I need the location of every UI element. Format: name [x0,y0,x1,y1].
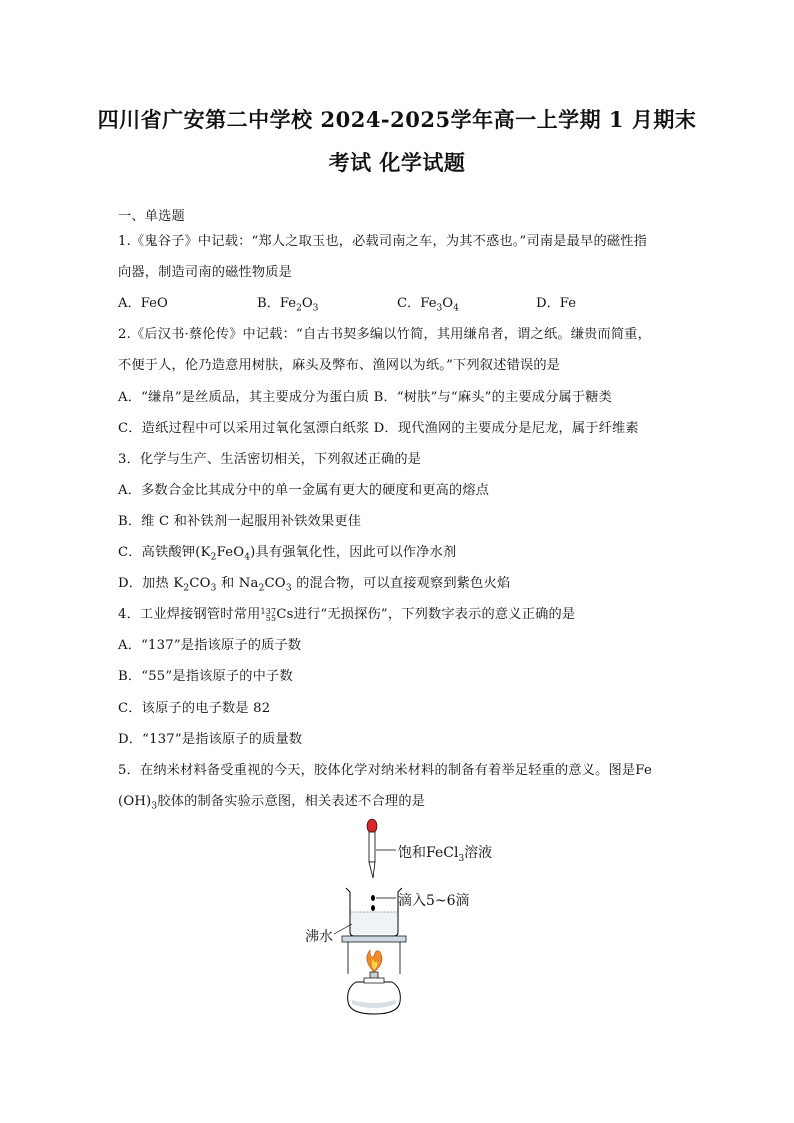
q3-stem: 3．化学与生产、生活密切相关，下列叙述正确的是 [118,452,422,467]
q3-option-d: D．加热 $K_2CO_3$ 和 $Na_2CO_3$ 的混合物，可以直接观察到紫色火焰 [118,576,511,594]
q1-option-c: C．$Fe_3O_4$ [397,296,459,314]
flame-icon [367,950,382,972]
q5-stem-line1: 5．在纳米材料备受重视的今天，胶体化学对纳米材料的制备有着举足轻重的意义。图是Fe [118,763,652,778]
exam-title-line2: 考试 化学试题 [328,150,466,175]
q1-option-a: A．FeO [118,296,168,311]
q2-stem-line2: 不便于人，伦乃造意用树肤，麻头及弊布、渔网以为纸。”下列叙述错误的是 [118,358,561,373]
q5-stem-line2: $(OH)_3$胶体的制备实验示意图，相关表述不合理的是 [118,794,426,812]
q1-stem-line2: 向器，制造司南的磁性物质是 [118,265,293,280]
q4-option-d: D．“137”是指该原子的质量数 [118,732,303,747]
section-heading: 一、单选题 [118,209,185,224]
beaker-icon [346,888,402,936]
q2-options-cd: C．造纸过程中可以采用过氧化氢漂白纸浆 D．现代渔网的主要成分是尼龙，属于纤维素 [118,421,639,436]
q2-stem-line1: 2.《后汉书·蔡伦传》中记载：“自古书契多编以竹简，其用缣帛者，谓之纸。缣贵而简重， [118,327,652,342]
label-boiling-water: 沸水 [305,929,333,945]
q1-option-b: B．$Fe_2O_3$ [257,296,319,314]
q4-option-a: A．“137”是指该原子的质子数 [118,638,302,653]
q3-option-a: A．多数合金比其成分中的单一金属有更大的硬度和更高的熔点 [118,483,490,498]
q3-option-c: C．高铁酸钾$(K_2FeO_4)$具有强氧化性，因此可以作净水剂 [118,545,457,563]
q4-stem: 4．工业焊接钢管时常用 137 55 Cs进行“无损探伤”，下列数字表示的意义正确的是 [118,607,576,623]
q4-option-c: C．该原子的电子数是 82 [118,701,271,716]
q1-stem-line1: 1.《鬼谷子》中记载：“郑人之取玉也，必载司南之车，为其不惑也。”司南是最早的磁性指 [118,234,647,249]
exam-title-line1: 四川省广安第二中学校 2024-2025学年高一上学期 1 月期末 [97,107,697,132]
dropper-icon [367,819,377,878]
q3-option-b: B．维 C 和补铁剂一起服用补铁效果更佳 [118,514,362,529]
q2-options-ab: A．“缣帛”是丝质品，其主要成分为蛋白质 B．“树肤”与“麻头”的主要成分属于糖类 [118,390,613,405]
alcohol-lamp-icon [348,972,401,1014]
label-saturated-fecl3: 饱和FeCl$_3$溶液 [398,845,493,864]
q4-nuclide-numbers: 137 55 [260,607,277,623]
q1-option-d: D．Fe [536,296,576,311]
label-add-drops: 滴入5~6滴 [398,893,470,909]
q4-option-b: B．“55”是指该原子的中子数 [118,669,293,684]
